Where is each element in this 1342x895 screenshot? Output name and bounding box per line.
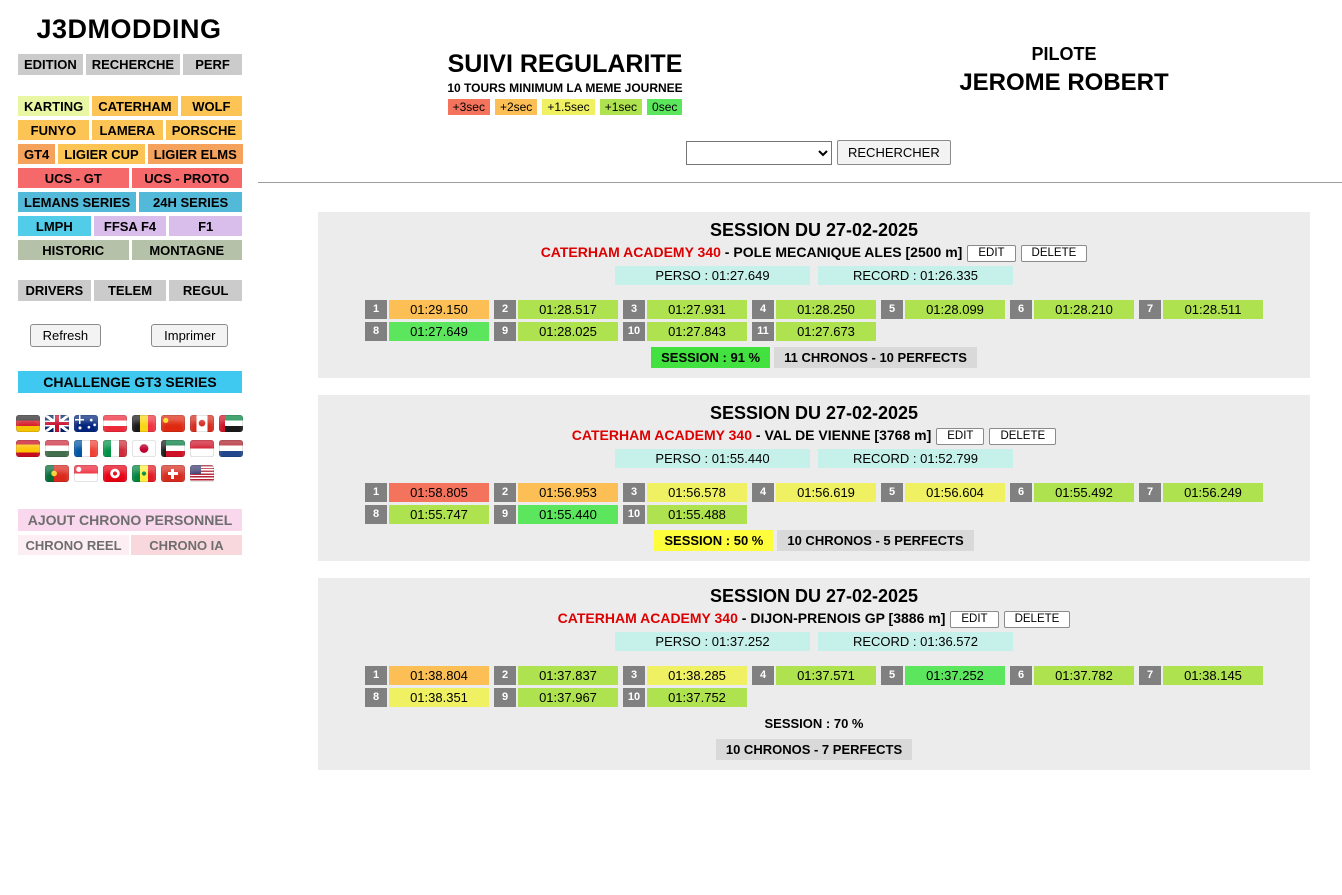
lap-8 xyxy=(365,505,489,524)
series-button-ffsa-f4[interactable]: FFSA F4 xyxy=(94,216,167,236)
pilot-label: PILOTE xyxy=(1031,44,1097,64)
series-button-porsche[interactable]: PORSCHE xyxy=(166,120,242,140)
lap-4 xyxy=(752,666,876,685)
refresh-button[interactable]: Refresh xyxy=(30,324,102,347)
lap-8 xyxy=(365,322,489,341)
lap-number: 3 xyxy=(623,483,645,502)
session-panel-2 xyxy=(318,395,1310,561)
session-percentage: SESSION : 50 % xyxy=(654,530,773,551)
lap-9 xyxy=(494,505,618,524)
singapore-flag-icon[interactable] xyxy=(74,465,98,482)
lap-4 xyxy=(752,300,876,319)
session-percentage: SESSION : 91 % xyxy=(651,347,770,368)
series-button-historic[interactable]: HISTORIC xyxy=(18,240,129,260)
usa-flag-icon[interactable] xyxy=(190,465,214,482)
page-subtitle: 10 TOURS MINIMUM LA MEME JOURNEE xyxy=(447,81,683,95)
chrono-buttons-row xyxy=(18,535,242,555)
edit-button[interactable]: EDIT xyxy=(967,245,1015,262)
session-panel-3 xyxy=(318,578,1310,770)
main-content xyxy=(258,0,1342,895)
flag-row xyxy=(0,440,258,457)
series-button-ligier-elms[interactable]: LIGIER ELMS xyxy=(148,144,243,164)
car-name: CATERHAM ACADEMY 340 xyxy=(557,610,738,626)
nav-button-regul[interactable]: REGUL xyxy=(169,280,242,301)
lap-time: 01:28.025 xyxy=(518,322,618,341)
lap-5 xyxy=(881,300,1005,319)
lap-number: 9 xyxy=(494,322,516,341)
lap-4 xyxy=(752,483,876,502)
indonesia-flag-icon[interactable] xyxy=(190,440,214,457)
hungary-flag-icon[interactable] xyxy=(45,440,69,457)
lap-number: 9 xyxy=(494,688,516,707)
series-row xyxy=(18,168,242,188)
lap-number: 2 xyxy=(494,300,516,319)
lap-6 xyxy=(1010,300,1134,319)
lap-time: 01:37.252 xyxy=(905,666,1005,685)
lap-number: 6 xyxy=(1010,666,1032,685)
session-panel-1 xyxy=(318,212,1310,378)
china-flag-icon[interactable] xyxy=(161,415,185,432)
lap-time: 01:37.782 xyxy=(1034,666,1134,685)
lap-3 xyxy=(623,483,747,502)
lap-time: 01:38.145 xyxy=(1163,666,1263,685)
session-status xyxy=(318,713,1310,760)
lap-number: 1 xyxy=(365,300,387,319)
edit-button[interactable]: EDIT xyxy=(950,611,998,628)
lap-7 xyxy=(1139,483,1263,502)
series-button-karting[interactable]: KARTING xyxy=(18,96,89,116)
lap-grid xyxy=(365,300,1263,341)
page-title-block xyxy=(415,50,715,115)
perso-time: PERSO : 01:27.649 xyxy=(615,266,810,285)
lap-7 xyxy=(1139,666,1263,685)
portugal-flag-icon[interactable] xyxy=(45,465,69,482)
lap-time: 01:56.619 xyxy=(776,483,876,502)
flag-row xyxy=(0,465,258,482)
lap-number: 8 xyxy=(365,505,387,524)
lap-row xyxy=(365,483,1263,502)
lap-1 xyxy=(365,483,489,502)
lap-time: 01:38.804 xyxy=(389,666,489,685)
lap-10 xyxy=(623,688,747,707)
austria-flag-icon[interactable] xyxy=(103,415,127,432)
lap-time: 01:56.249 xyxy=(1163,483,1263,502)
lap-number: 5 xyxy=(881,666,903,685)
belgium-flag-icon[interactable] xyxy=(132,415,156,432)
lap-number: 5 xyxy=(881,483,903,502)
lap-time: 01:28.250 xyxy=(776,300,876,319)
delete-button[interactable]: DELETE xyxy=(989,428,1056,445)
nav-button-telem[interactable]: TELEM xyxy=(94,280,167,301)
lap-number: 7 xyxy=(1139,483,1161,502)
lap-number: 7 xyxy=(1139,666,1161,685)
track-name: DIJON-PRENOIS GP [3886 m] xyxy=(750,610,946,626)
series-row xyxy=(18,216,242,236)
delete-button[interactable]: DELETE xyxy=(1021,245,1088,262)
lap-1 xyxy=(365,300,489,319)
track-name: POLE MECANIQUE ALES [2500 m] xyxy=(733,244,963,260)
nav-button-perf[interactable]: PERF xyxy=(183,54,242,75)
nav-button-edition[interactable]: EDITION xyxy=(18,54,83,75)
chronos-summary: 10 CHRONOS - 7 PERFECTS xyxy=(716,739,912,760)
lap-time: 01:28.517 xyxy=(518,300,618,319)
spain-flag-icon[interactable] xyxy=(16,440,40,457)
record-time: RECORD : 01:36.572 xyxy=(818,632,1013,651)
series-button-caterham[interactable]: CATERHAM xyxy=(92,96,177,116)
edit-button[interactable]: EDIT xyxy=(936,428,984,445)
lap-6 xyxy=(1010,483,1134,502)
lap-number: 6 xyxy=(1010,483,1032,502)
lap-number: 10 xyxy=(623,322,645,341)
car-name: CATERHAM ACADEMY 340 xyxy=(571,427,753,443)
lap-time: 01:37.967 xyxy=(518,688,618,707)
lap-time: 01:56.604 xyxy=(905,483,1005,502)
lap-grid xyxy=(365,666,1263,707)
sidebar xyxy=(0,0,258,555)
lap-time: 01:37.837 xyxy=(518,666,618,685)
lap-time: 01:58.805 xyxy=(389,483,489,502)
delete-button[interactable]: DELETE xyxy=(1004,611,1071,628)
legend-3sec: +3sec xyxy=(448,99,490,115)
add-personal-chrono-button[interactable]: AJOUT CHRONO PERSONNEL xyxy=(18,509,242,531)
session-subtitle xyxy=(318,427,1310,445)
sidebar-actions xyxy=(0,324,258,347)
lap-number: 8 xyxy=(365,688,387,707)
lap-5 xyxy=(881,483,1005,502)
lap-number: 10 xyxy=(623,505,645,524)
netherlands-flag-icon[interactable] xyxy=(219,440,243,457)
france-flag-icon[interactable] xyxy=(74,440,98,457)
sidebar-tools-nav xyxy=(18,280,242,301)
nav-button-recherche[interactable]: RECHERCHE xyxy=(86,54,180,75)
flag-row xyxy=(0,415,258,432)
series-button-lamera[interactable]: LAMERA xyxy=(92,120,163,140)
lap-9 xyxy=(494,688,618,707)
lap-11 xyxy=(752,322,876,341)
times-summary xyxy=(318,632,1310,651)
page-title: SUIVI REGULARITE xyxy=(447,50,683,78)
uk-flag-icon[interactable] xyxy=(45,415,69,432)
legend-2sec: +2sec xyxy=(495,99,537,115)
flags-grid xyxy=(0,415,258,482)
car-name: CATERHAM ACADEMY 340 xyxy=(540,244,721,260)
chronos-summary: 11 CHRONOS - 10 PERFECTS xyxy=(774,347,977,368)
times-summary xyxy=(318,449,1310,468)
lap-time: 01:28.511 xyxy=(1163,300,1263,319)
separator: - xyxy=(752,427,765,443)
lap-time: 01:56.953 xyxy=(518,483,618,502)
site-title: J3DMODDING xyxy=(36,14,222,44)
japan-flag-icon[interactable] xyxy=(132,440,156,457)
chronos-summary: 10 CHRONOS - 5 PERFECTS xyxy=(777,530,973,551)
germany-flag-icon[interactable] xyxy=(16,415,40,432)
series-button-wolf[interactable]: WOLF xyxy=(181,96,242,116)
series-button-lmph[interactable]: LMPH xyxy=(18,216,91,236)
nav-button-drivers[interactable]: DRIVERS xyxy=(18,280,91,301)
lap-6 xyxy=(1010,666,1134,685)
lap-number: 5 xyxy=(881,300,903,319)
series-button-montagne[interactable]: MONTAGNE xyxy=(132,240,243,260)
sidebar-top-nav xyxy=(18,54,242,75)
series-row xyxy=(18,96,242,116)
series-button-ligier-cup[interactable]: LIGIER CUP xyxy=(58,144,144,164)
delta-legend xyxy=(415,99,715,115)
lap-number: 7 xyxy=(1139,300,1161,319)
legend-1sec: +1sec xyxy=(600,99,642,115)
times-summary xyxy=(318,266,1310,285)
lap-time: 01:56.578 xyxy=(647,483,747,502)
lap-time: 01:27.673 xyxy=(776,322,876,341)
lap-row xyxy=(365,666,1263,685)
lap-time: 01:38.351 xyxy=(389,688,489,707)
lap-time: 01:28.210 xyxy=(1034,300,1134,319)
lap-10 xyxy=(623,505,747,524)
divider xyxy=(258,182,1342,183)
lap-number: 2 xyxy=(494,666,516,685)
kuwait-flag-icon[interactable] xyxy=(161,440,185,457)
series-button-ucs-proto[interactable]: UCS - PROTO xyxy=(132,168,243,188)
australia-flag-icon[interactable] xyxy=(74,415,98,432)
perso-time: PERSO : 01:55.440 xyxy=(615,449,810,468)
lap-number: 1 xyxy=(365,483,387,502)
series-button-funyo[interactable]: FUNYO xyxy=(18,120,89,140)
lap-number: 3 xyxy=(623,666,645,685)
pilot-block xyxy=(914,44,1214,97)
print-button[interactable]: Imprimer xyxy=(151,324,228,347)
lap-1 xyxy=(365,666,489,685)
session-status xyxy=(318,530,1310,551)
lap-2 xyxy=(494,666,618,685)
lap-row xyxy=(365,322,876,341)
search-row xyxy=(686,140,951,165)
lap-10 xyxy=(623,322,747,341)
lap-time: 01:38.285 xyxy=(647,666,747,685)
session-title: SESSION DU 27-02-2025 xyxy=(709,586,919,606)
lap-5 xyxy=(881,666,1005,685)
pilot-select[interactable] xyxy=(686,141,832,165)
lap-number: 2 xyxy=(494,483,516,502)
lap-8 xyxy=(365,688,489,707)
lap-number: 6 xyxy=(1010,300,1032,319)
lap-time: 01:37.752 xyxy=(647,688,747,707)
series-row xyxy=(18,120,242,140)
lap-9 xyxy=(494,322,618,341)
lap-number: 11 xyxy=(752,322,774,341)
track-name: VAL DE VIENNE [3768 m] xyxy=(764,427,932,443)
lap-time: 01:55.492 xyxy=(1034,483,1134,502)
series-button-gt4[interactable]: GT4 xyxy=(18,144,55,164)
session-title: SESSION DU 27-02-2025 xyxy=(709,403,919,423)
separator: - xyxy=(737,610,751,626)
search-button[interactable]: RECHERCHER xyxy=(837,140,951,165)
series-row xyxy=(18,144,242,164)
lap-row xyxy=(365,505,747,524)
session-status xyxy=(318,347,1310,368)
lap-number: 10 xyxy=(623,688,645,707)
lap-time: 01:28.099 xyxy=(905,300,1005,319)
lap-2 xyxy=(494,483,618,502)
lap-3 xyxy=(623,666,747,685)
lap-7 xyxy=(1139,300,1263,319)
separator: - xyxy=(720,244,734,260)
pilot-name: JEROME ROBERT xyxy=(959,69,1169,96)
lap-number: 9 xyxy=(494,505,516,524)
record-time: RECORD : 01:52.799 xyxy=(818,449,1013,468)
lap-time: 01:29.150 xyxy=(389,300,489,319)
series-button-lemans-series[interactable]: LEMANS SERIES xyxy=(18,192,136,212)
button-chrono-ia[interactable]: CHRONO IA xyxy=(131,535,242,555)
lap-time: 01:55.488 xyxy=(647,505,747,524)
series-row xyxy=(18,240,242,260)
lap-time: 01:55.440 xyxy=(518,505,618,524)
legend-0sec: 0sec xyxy=(647,99,682,115)
lap-number: 8 xyxy=(365,322,387,341)
lap-grid xyxy=(365,483,1263,524)
session-title: SESSION DU 27-02-2025 xyxy=(709,220,919,240)
lap-number: 4 xyxy=(752,666,774,685)
lap-time: 01:27.843 xyxy=(647,322,747,341)
lap-number: 4 xyxy=(752,300,774,319)
italy-flag-icon[interactable] xyxy=(103,440,127,457)
series-button-ucs-gt[interactable]: UCS - GT xyxy=(18,168,129,188)
lap-row xyxy=(365,300,1263,319)
perso-time: PERSO : 01:37.252 xyxy=(615,632,810,651)
lap-3 xyxy=(623,300,747,319)
tunisia-flag-icon[interactable] xyxy=(103,465,127,482)
lap-time: 01:27.649 xyxy=(389,322,489,341)
switzerland-flag-icon[interactable] xyxy=(161,465,185,482)
senegal-flag-icon[interactable] xyxy=(132,465,156,482)
lap-number: 3 xyxy=(623,300,645,319)
series-row xyxy=(18,192,242,212)
button-chrono-reel[interactable]: CHRONO REEL xyxy=(18,535,129,555)
uae-flag-icon[interactable] xyxy=(219,415,243,432)
session-subtitle xyxy=(318,244,1310,262)
lap-number: 1 xyxy=(365,666,387,685)
record-time: RECORD : 01:26.335 xyxy=(818,266,1013,285)
lap-2 xyxy=(494,300,618,319)
sidebar-series-nav xyxy=(0,96,258,260)
series-button-24h-series[interactable]: 24H SERIES xyxy=(139,192,242,212)
canada-flag-icon[interactable] xyxy=(190,415,214,432)
challenge-gt3-banner[interactable]: CHALLENGE GT3 SERIES xyxy=(18,371,242,393)
lap-time: 01:27.931 xyxy=(647,300,747,319)
session-subtitle xyxy=(318,610,1310,628)
lap-row xyxy=(365,688,747,707)
session-percentage: SESSION : 70 % xyxy=(764,715,864,731)
lap-time: 01:37.571 xyxy=(776,666,876,685)
lap-number: 4 xyxy=(752,483,774,502)
series-button-f1[interactable]: F1 xyxy=(169,216,242,236)
lap-time: 01:55.747 xyxy=(389,505,489,524)
legend-1-5sec: +1.5sec xyxy=(542,99,594,115)
